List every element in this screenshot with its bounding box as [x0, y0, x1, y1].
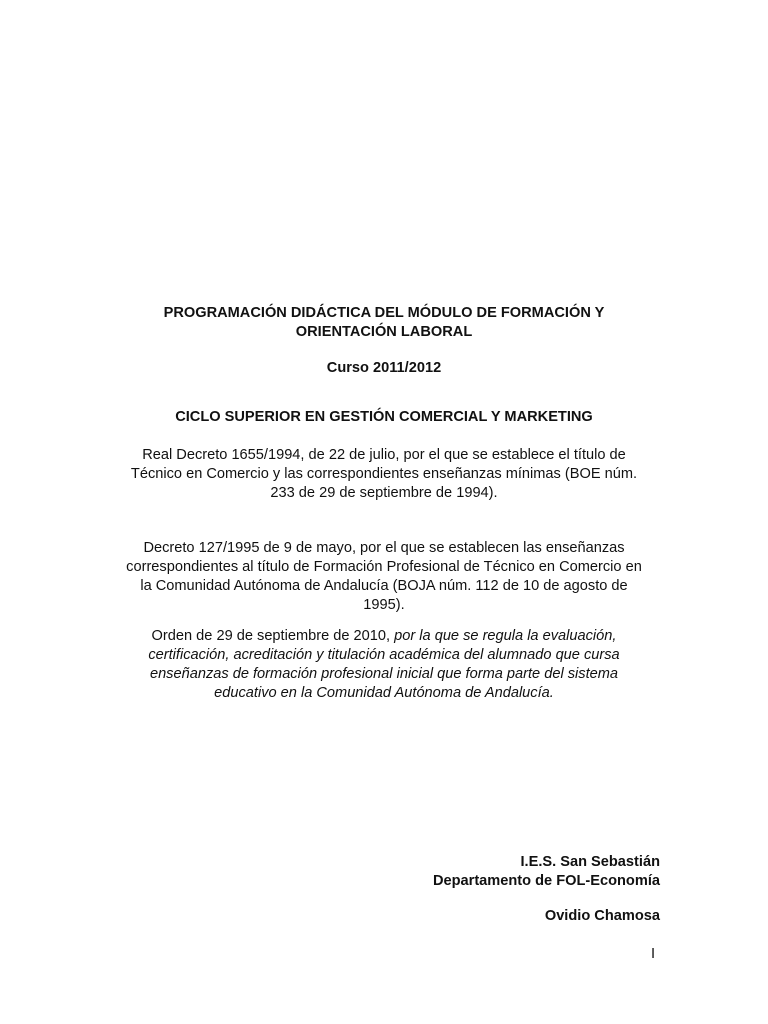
- royal-decree-line-3: 233 de 29 de septiembre de 1994).: [270, 485, 498, 501]
- decree-line-2: correspondientes al título de Formación Profesional de Técnico en Comercio en: [126, 559, 642, 575]
- department-name: Departamento de FOL-Economía: [432, 873, 660, 889]
- order-line-1-italic: por la que se regula la evaluación,: [394, 628, 617, 644]
- decree-paragraph: [84, 539, 684, 615]
- document-title: [84, 304, 684, 342]
- decree-line-1: Decreto 127/1995 de 9 de mayo, por el que se establecen las enseñanzas: [143, 540, 625, 556]
- school-name: I.E.S. San Sebastián: [520, 854, 660, 870]
- page-number: I: [651, 946, 656, 962]
- author-name: Ovidio Chamosa: [544, 908, 660, 924]
- decree-line-4: 1995).: [363, 597, 405, 613]
- royal-decree-line-2: Técnico en Comercio y las correspondientes enseñanzas mínimas (BOE núm.: [130, 466, 638, 482]
- order-line-2: certificación, acreditación y titulación académica del alumnado que cursa: [148, 647, 620, 663]
- order-line-4: educativo en la Comunidad Autónoma de Andalucía.: [214, 685, 554, 701]
- order-paragraph: [84, 627, 684, 703]
- course-year: Curso 2011/2012: [326, 360, 442, 376]
- title-line-2: ORIENTACIÓN LABORAL: [295, 324, 473, 340]
- title-line-1: PROGRAMACIÓN DIDÁCTICA DEL MÓDULO DE FORMACIÓN Y: [163, 305, 605, 321]
- order-line-1-plain: Orden de 29 de septiembre de 2010,: [151, 628, 395, 644]
- royal-decree-line-1: Real Decreto 1655/1994, de 22 de julio, por el que se establece el título de: [142, 447, 626, 463]
- decree-line-3: la Comunidad Autónoma de Andalucía (BOJA núm. 112 de 10 de agosto de: [140, 578, 628, 594]
- order-line-3: enseñanzas de formación profesional inicial que forma parte del sistema: [149, 666, 619, 682]
- cycle-name: CICLO SUPERIOR EN GESTIÓN COMERCIAL Y MARKETING: [175, 409, 593, 425]
- royal-decree-paragraph: [84, 446, 684, 503]
- order-line-1: [84, 627, 684, 646]
